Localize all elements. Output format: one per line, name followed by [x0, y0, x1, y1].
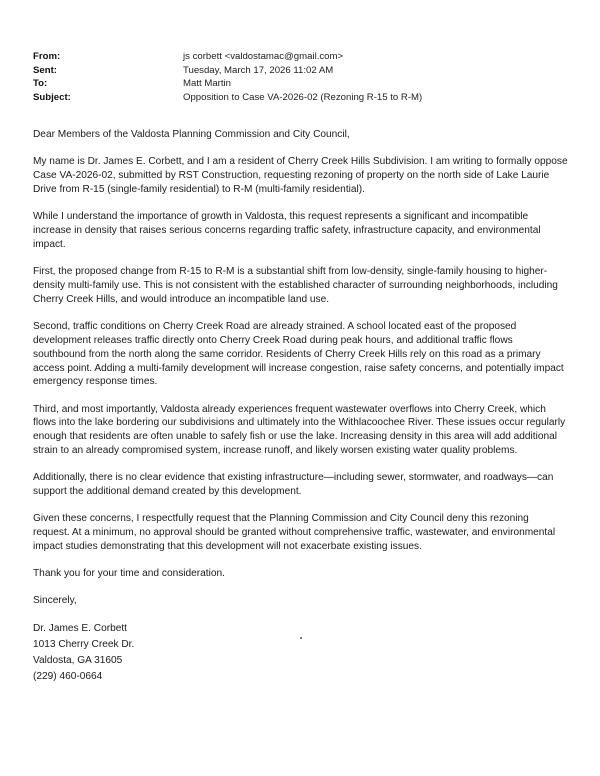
sent-label: Sent:	[33, 64, 57, 76]
sent-value: Tuesday, March 17, 2026 11:02 AM	[183, 64, 334, 76]
header-subject-row	[33, 91, 573, 105]
signature-street: 1013 Cherry Creek Dr.	[33, 639, 135, 651]
signature-name: Dr. James E. Corbett	[33, 623, 127, 635]
from-value: js corbett <valdostamac@gmail.com>	[183, 51, 344, 62]
paragraph-density: First, the proposed change from R-15 to R-M is a substantial shift from low-density, single-family housing to higher-density multi-family use. This is not consistent with the established character of surrounding neighborhoods, including Cherry Creek Hills, and would introduce an incompatible land use.	[33, 265, 558, 305]
paragraph-request: Given these concerns, I respectfully request that the Planning Commission and City Council deny this rezoning request. At a minimum, no approval should be granted without comprehensive traffic, wastewater, and environmental impact studies demonstrating that this development will not exacerbate existing issues.	[33, 513, 556, 553]
paragraph-infrastructure: Additionally, there is no clear evidence that existing infrastructure—including sewer, stormwater, and roadways—can support the additional demand created by this development.	[33, 472, 554, 498]
letter-body	[33, 128, 568, 685]
paragraph-wastewater: Third, and most importantly, Valdosta already experiences frequent wastewater overflows into Cherry Creek, which flows into the lake bordering our subdivisions and ultimately into the Withlacoochee River. These issues occur regularly enough that residents are often unable to safely fish or use the lake. Increasing density in this area will add additional strain to an already compromised system, increase runoff, and likely worsen existing water quality problems.	[33, 403, 566, 457]
header-to-row	[33, 77, 573, 91]
paragraph-introduction: My name is Dr. James E. Corbett, and I am a resident of Cherry Creek Hills Subdivision. I am writing to formally oppose Case VA-2026-02, submitted by RST Construction, requesting rezoning of property on the north side of Lake Laurie Drive from R-15 (single-family residential) to R-M (multi-family residential).	[33, 156, 568, 195]
salutation: Dear Members of the Valdosta Planning Commission and City Council,	[33, 129, 350, 140]
to-label: To:	[33, 78, 48, 90]
header-sent-row	[33, 64, 573, 78]
from-label: From:	[33, 51, 61, 62]
subject-value: Opposition to Case VA-2026-02 (Rezoning R-15 to R-M)	[183, 91, 423, 103]
header-from-row	[33, 50, 573, 64]
closing: Sincerely,	[33, 595, 77, 607]
paragraph-traffic: Second, traffic conditions on Cherry Creek Road are already strained. A school located east of the proposed development releases traffic directly onto Cherry Creek Road during peak hours, and additional traffic flows southbound from the north along the same corridor. Residents of Cherry Creek Hills rely on this road as a primary access point. Adding a multi-family development will increase congestion, raise safety concerns, and potentially impact emergency response times.	[33, 320, 564, 388]
to-value: Matt Martin	[183, 78, 231, 90]
signature-block	[33, 621, 568, 685]
paragraph-growth-concerns: While I understand the importance of growth in Valdosta, this request represents a significant and incompatible increase in density that raises serious concerns regarding traffic safety, infrastructure capacity, and environmental impact.	[33, 211, 541, 250]
subject-label: Subject:	[33, 91, 71, 103]
signature-city: Valdosta, GA 31605	[33, 655, 123, 667]
scan-speck	[300, 637, 302, 639]
email-header	[33, 50, 573, 104]
paragraph-thanks: Thank you for your time and consideration.	[33, 568, 225, 580]
signature-phone: (229) 460-0664	[33, 671, 103, 683]
